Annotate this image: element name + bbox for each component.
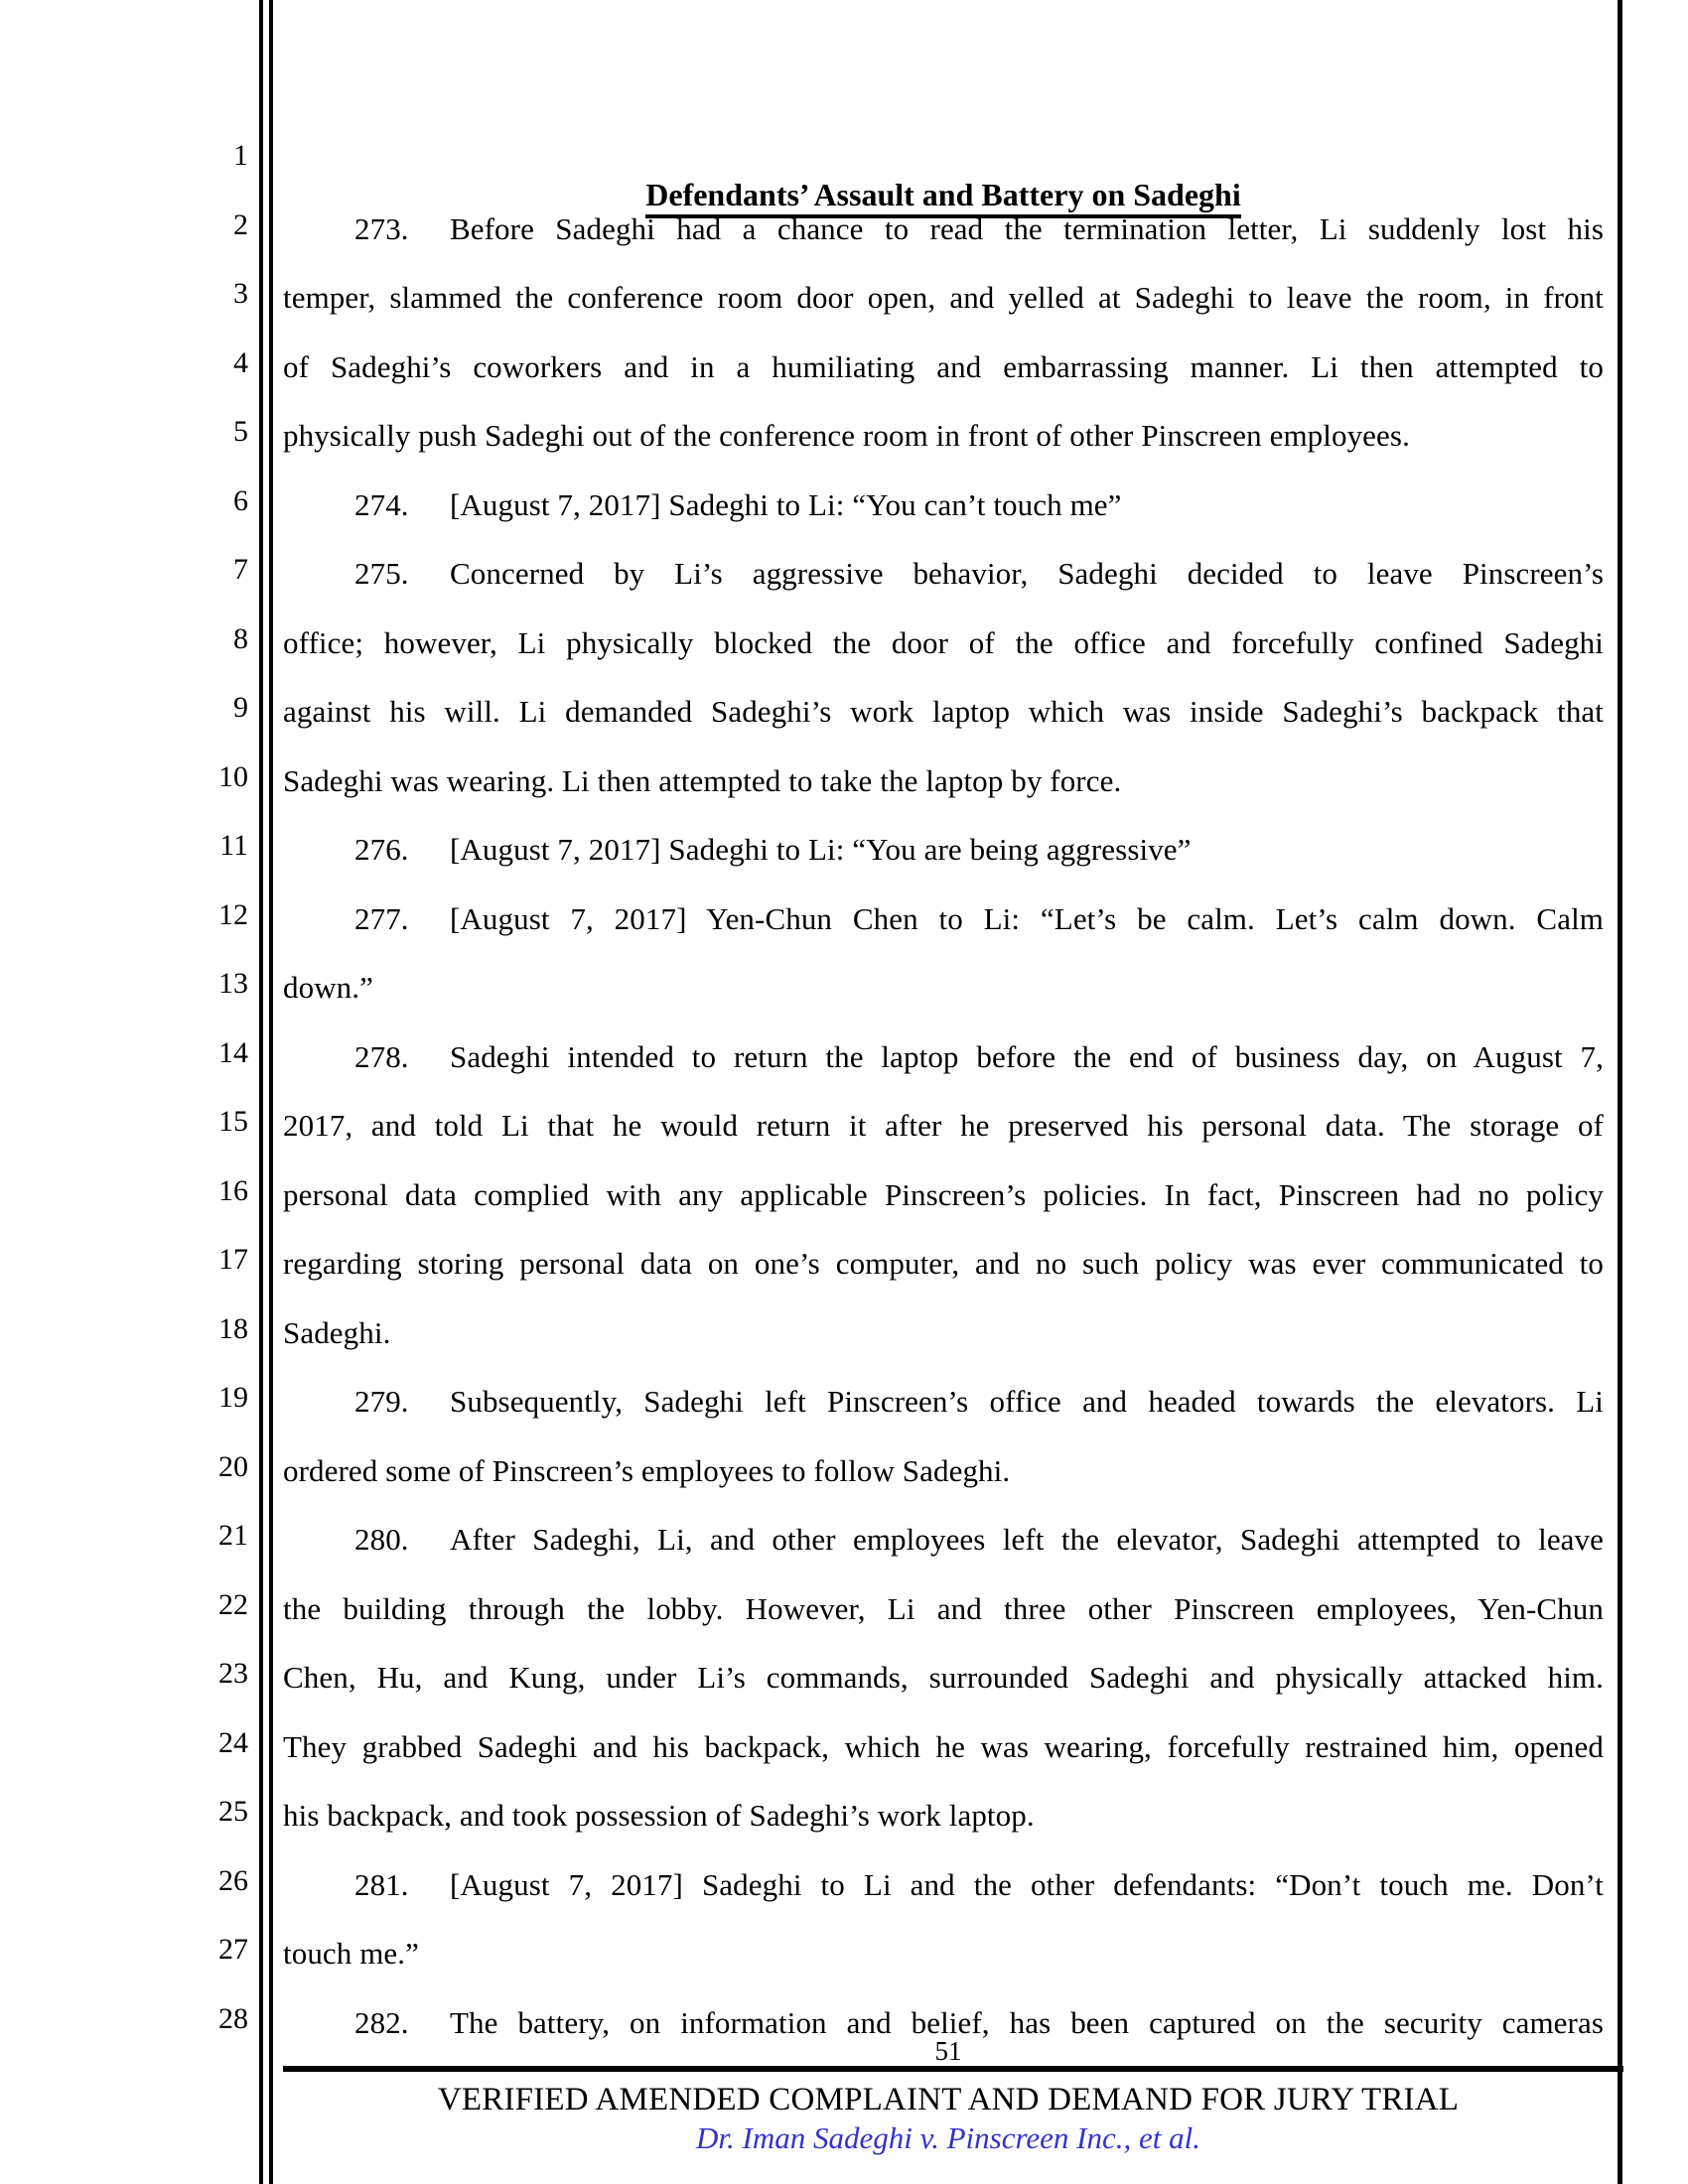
document-text-line [283, 1799, 1604, 1833]
line-number: 28 [218, 2001, 248, 2035]
document-text-line [283, 488, 1604, 522]
line-text: Sadeghi was wearing. Li then attempted to take the laptop by force. [283, 762, 1122, 798]
line-text: his backpack, and took possession of Sadeghi’s work laptop. [283, 1798, 1035, 1833]
line-number: 1 [233, 139, 248, 172]
line-text: 2017, and told Li that he would return it after he preserved his personal data. The storage of [283, 1108, 1604, 1143]
line-text: against his will. Li demanded Sadeghi’s work laptop which was inside Sadeghi’s backpack that [283, 694, 1604, 729]
document-text-line [283, 1937, 1604, 1971]
section-heading-text: Defendants’ Assault and Battery on Sadeghi [645, 177, 1240, 218]
line-text: After Sadeghi, Li, and other employees left the elevator, Sadeghi attempted to leave [450, 1522, 1604, 1557]
document-text-line [283, 212, 1604, 246]
line-number: 13 [218, 967, 248, 1000]
document-text-line [283, 1661, 1604, 1695]
line-number: 4 [233, 345, 248, 379]
paragraph-number: 275. [354, 556, 409, 591]
document-text-line [283, 1523, 1604, 1557]
paragraph-number: 277. [354, 900, 409, 936]
line-number: 25 [218, 1795, 248, 1828]
document-text-line [283, 1178, 1604, 1212]
paragraph-number: 280. [354, 1522, 409, 1557]
document-text-line [283, 1247, 1604, 1281]
line-number: 23 [218, 1657, 248, 1690]
line-text: temper, slammed the conference room door open, and yelled at Sadeghi to leave the room, in front [283, 280, 1604, 315]
paragraph-number: 279. [354, 1384, 409, 1419]
line-number: 3 [233, 277, 248, 310]
line-number: 2 [233, 207, 248, 241]
line-number: 6 [233, 483, 248, 517]
line-number: 24 [218, 1725, 248, 1759]
document-text-line [283, 1385, 1604, 1419]
line-text: [August 7, 2017] Sadeghi to Li: “You can’t touch me” [450, 486, 1122, 522]
line-number: 21 [218, 1519, 248, 1552]
line-text: [August 7, 2017] Sadeghi to Li: “You are being aggressive” [450, 832, 1192, 867]
document-text-line [283, 764, 1604, 798]
line-text: office; however, Li physically blocked the door of the office and forcefully confined Sadeghi [283, 624, 1604, 660]
line-text: the building through the lobby. However, Li and three other Pinscreen employees, Yen-Chun [283, 1590, 1604, 1626]
line-text: Before Sadeghi had a chance to read the termination letter, Li suddenly lost his [450, 210, 1604, 246]
document-text-line [283, 281, 1604, 315]
document-text-line [283, 350, 1604, 384]
line-text: personal data complied with any applicable Pinscreen’s policies. In fact, Pinscreen had no policy [283, 1176, 1604, 1212]
line-text: Sadeghi intended to return the laptop before the end of business day, on August 7, [450, 1038, 1604, 1074]
document-text-line [283, 1592, 1604, 1626]
line-number: 5 [233, 415, 248, 448]
page-footer [283, 2037, 1623, 2157]
line-text: The battery, on information and belief, has been captured on the security cameras [450, 2004, 1604, 2040]
line-number: 10 [218, 759, 248, 793]
line-text: They grabbed Sadeghi and his backpack, which he was wearing, forcefully restrained him, opened [283, 1728, 1604, 1764]
line-number: 15 [218, 1105, 248, 1138]
left-margin-rule-inner [269, 0, 273, 2184]
line-text: Sadeghi. [283, 1314, 391, 1350]
line-number: 7 [233, 553, 248, 586]
document-text-line [283, 1730, 1604, 1764]
document-text-line [283, 695, 1604, 729]
line-text: Subsequently, Sadeghi left Pinscreen’s office and headed towards the elevators. Li [450, 1384, 1604, 1419]
line-number: 16 [218, 1173, 248, 1207]
paragraph-number: 276. [354, 832, 409, 867]
document-text-line [283, 1109, 1604, 1143]
line-number: 18 [218, 1311, 248, 1345]
right-margin-rule [1618, 0, 1622, 2184]
line-text: [August 7, 2017] Yen-Chun Chen to Li: “Let’s be calm. Let’s calm down. Calm [450, 900, 1604, 936]
line-number-gutter [149, 0, 248, 2184]
document-text-line [283, 419, 1604, 453]
line-text: of Sadeghi’s coworkers and in a humiliating and embarrassing manner. Li then attempted to [283, 348, 1604, 384]
line-number: 8 [233, 621, 248, 655]
section-heading [283, 177, 1604, 212]
line-number: 9 [233, 691, 248, 724]
line-text: down.” [283, 970, 373, 1005]
line-number: 11 [219, 829, 248, 862]
line-number: 14 [218, 1035, 248, 1069]
line-text: touch me.” [283, 1936, 420, 1971]
line-number: 27 [218, 1933, 248, 1966]
footer-document-title: VERIFIED AMENDED COMPLAINT AND DEMAND FOR JURY TRIAL [437, 2082, 1460, 2117]
page-number: 51 [934, 2036, 962, 2066]
paragraph-number: 274. [354, 486, 409, 522]
line-number: 26 [218, 1863, 248, 1897]
document-text-line [283, 1868, 1604, 1902]
line-text: regarding storing personal data on one’s computer, and no such policy was ever communicated to [283, 1246, 1604, 1281]
paragraph-number: 281. [354, 1866, 409, 1902]
paragraph-number: 282. [354, 2004, 409, 2040]
line-text: Concerned by Li’s aggressive behavior, Sadeghi decided to leave Pinscreen’s [450, 556, 1604, 591]
document-text-line [283, 557, 1604, 591]
line-text: [August 7, 2017] Sadeghi to Li and the other defendants: “Don’t touch me. Don’t [450, 1866, 1604, 1902]
line-text: ordered some of Pinscreen’s employees to follow Sadeghi. [283, 1452, 1011, 1488]
document-text-line [283, 833, 1604, 867]
paragraph-number: 273. [354, 210, 409, 246]
document-text-line [283, 1316, 1604, 1350]
line-number: 17 [218, 1243, 248, 1276]
document-text-line [283, 1454, 1604, 1488]
document-text-line [283, 2006, 1604, 2040]
document-body [283, 0, 1604, 2045]
footer-case-caption: Dr. Iman Sadeghi v. Pinscreen Inc., et al. [696, 2120, 1200, 2155]
document-text-line [283, 971, 1604, 1005]
document-text-line [283, 626, 1604, 660]
line-number: 12 [218, 897, 248, 931]
left-margin-rule-outer [259, 0, 263, 2184]
line-text: physically push Sadeghi out of the conference room in front of other Pinscreen employees. [283, 418, 1410, 453]
line-number: 19 [218, 1381, 248, 1414]
line-number: 22 [218, 1587, 248, 1621]
line-text: Chen, Hu, and Kung, under Li’s commands, surrounded Sadeghi and physically attacked him. [283, 1660, 1604, 1695]
document-text-line [283, 902, 1604, 936]
paragraph-number: 278. [354, 1038, 409, 1074]
line-number: 20 [218, 1449, 248, 1483]
document-text-line [283, 1040, 1604, 1074]
